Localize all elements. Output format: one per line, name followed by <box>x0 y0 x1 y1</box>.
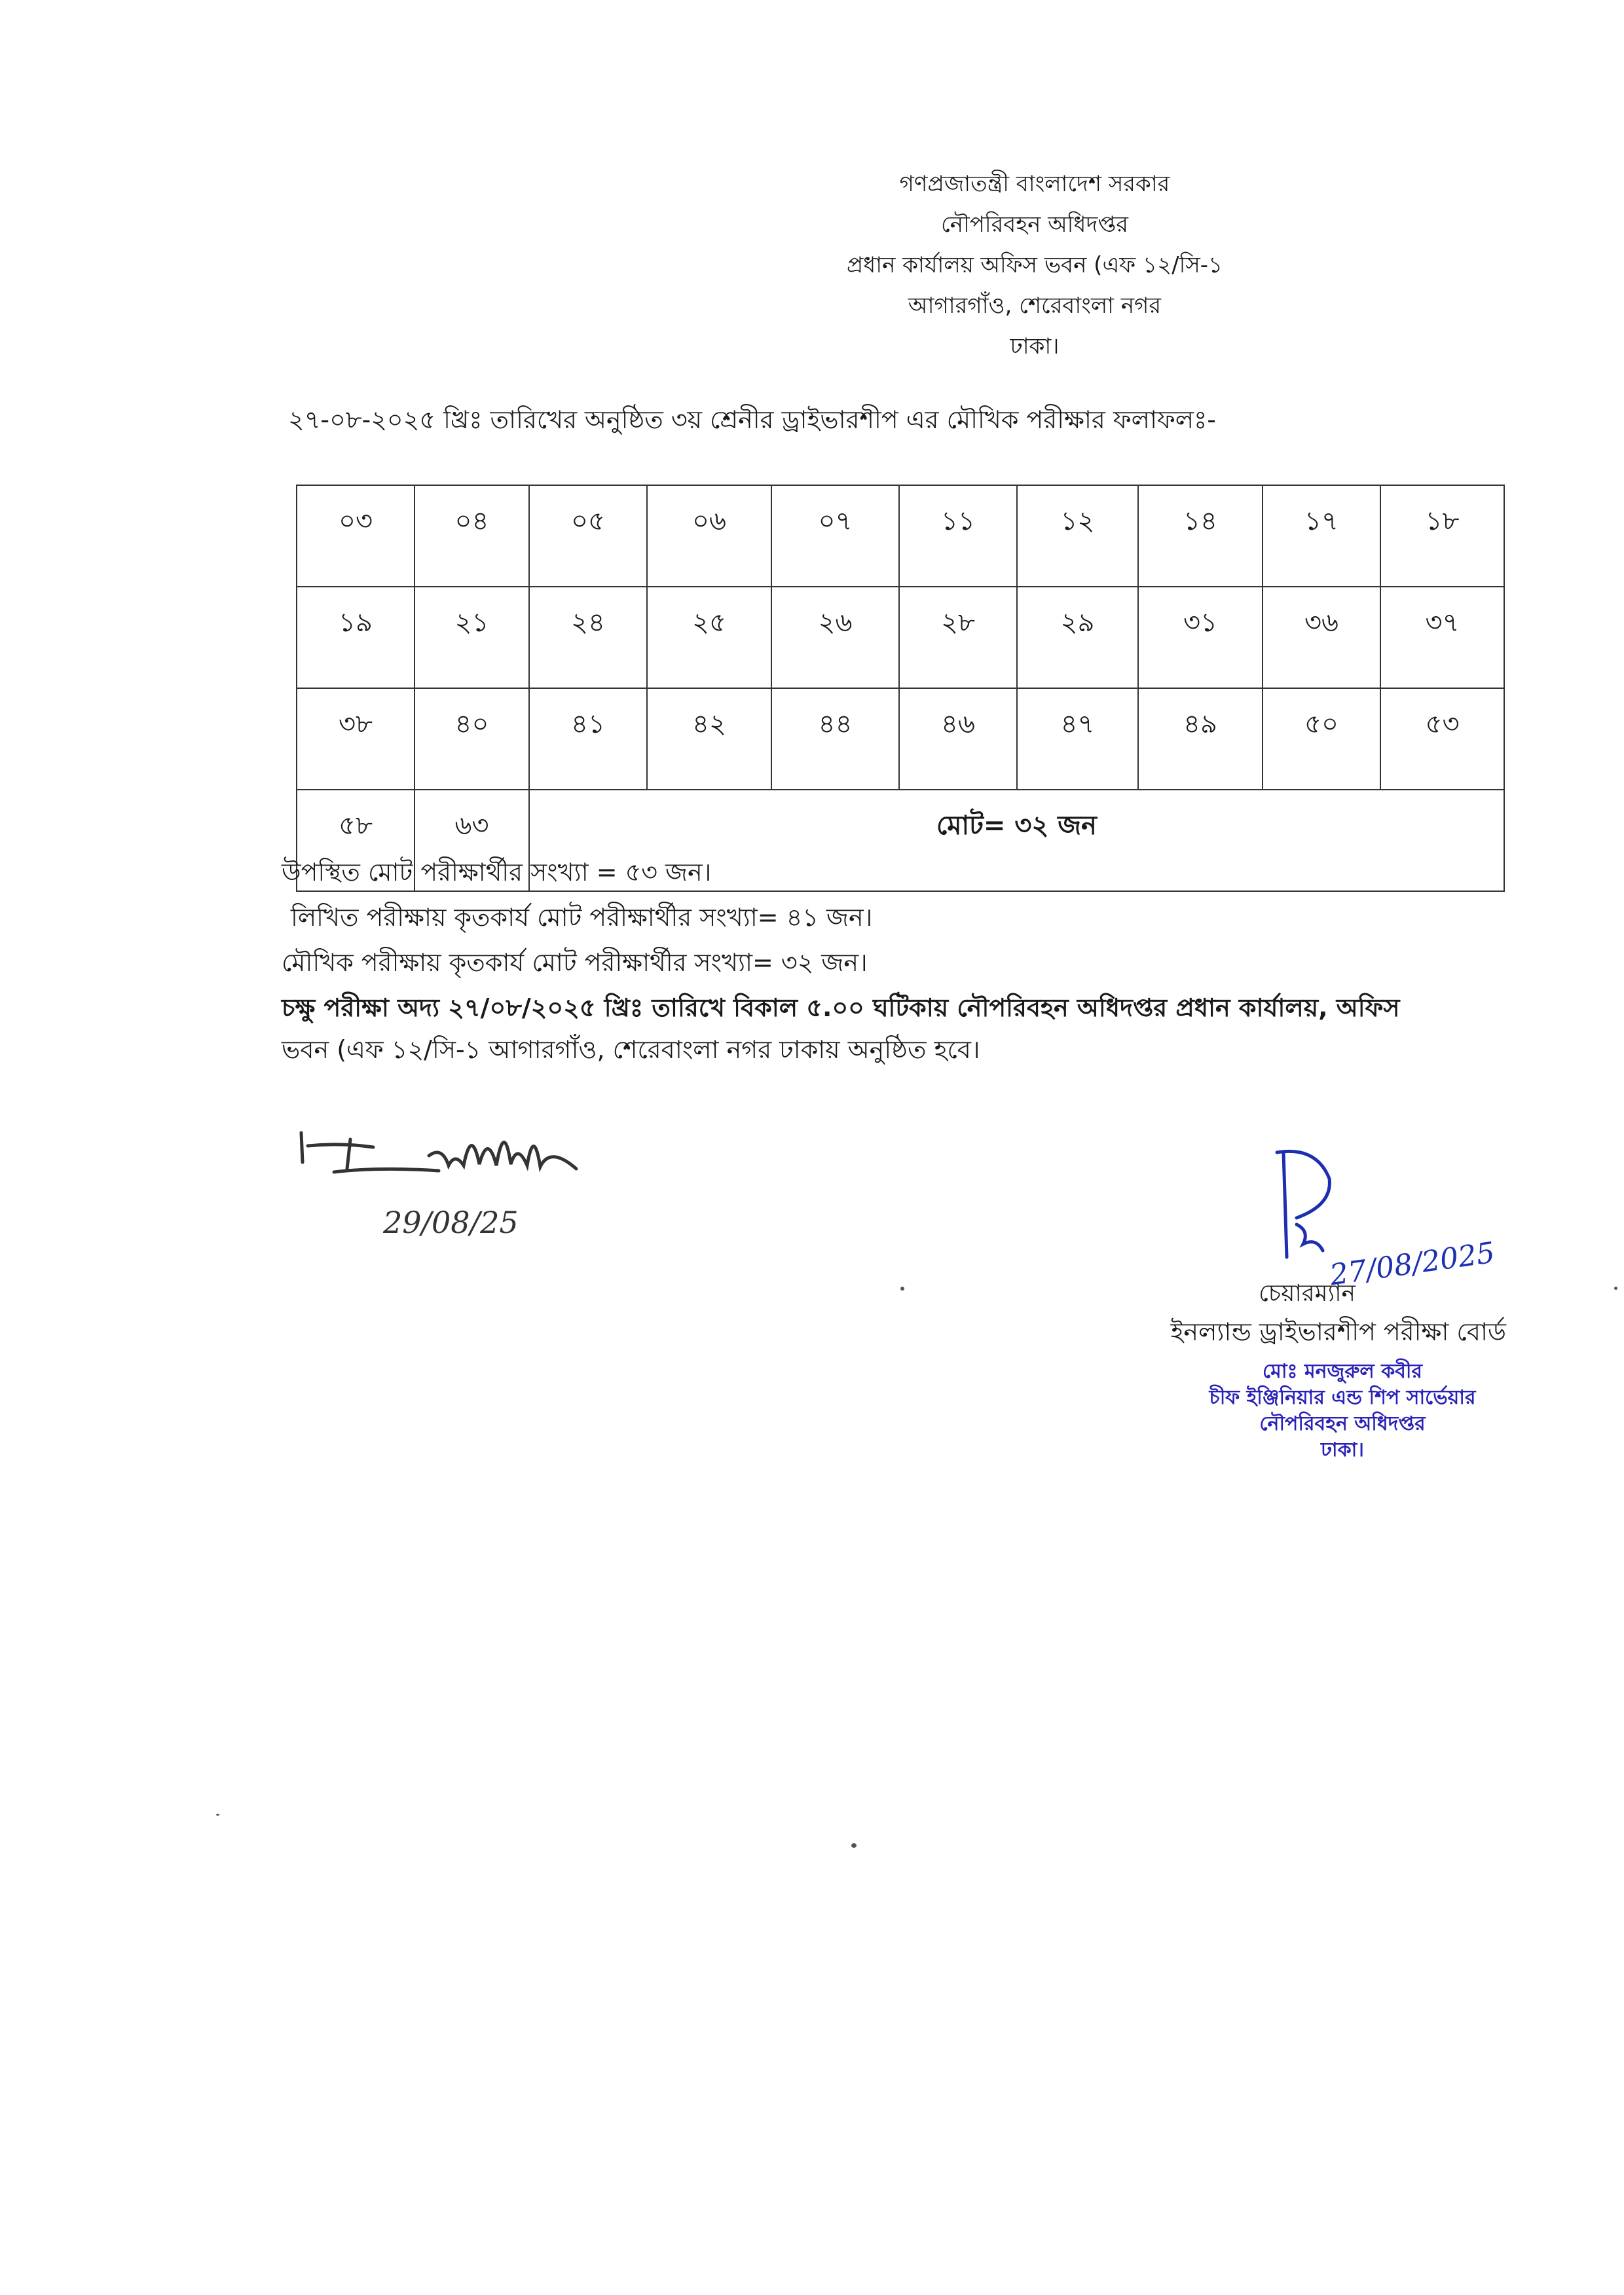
stamp-office: নৌপরিবহন অধিদপ্তর <box>1259 1412 1426 1435</box>
scan-speck <box>1614 1287 1617 1290</box>
roll-cell: ১২ <box>1017 485 1138 587</box>
roll-cell: ৪৭ <box>1017 688 1138 790</box>
roll-cell: ০৫ <box>529 485 647 587</box>
eye-test-notice: চক্ষু পরীক্ষা অদ্য ২৭/০৮/২০২৫ খ্রিঃ তারিখে বিকাল ৫.০০ ঘটিকায় নৌপরিবহন অধিদপ্তর প্রধান কার্যালয়, অফিস <box>282 993 1400 1022</box>
written-pass-line: লিখিত পরীক্ষায় কৃতকার্য মোট পরীক্ষার্থীর সংখ্যা= ৪১ জন। <box>291 903 873 932</box>
scan-speck <box>851 1843 857 1848</box>
result-heading: ২৭-০৮-২০২৫ খ্রিঃ তারিখের অনুষ্ঠিত ৩য় শ্রেনীর ড্রাইভারশীপ এর মৌখিক পরীক্ষার ফলাফলঃ- <box>288 405 1217 434</box>
header-office: প্রধান কার্যালয় অফিস ভবন (এফ ১২/সি-১ <box>846 252 1223 278</box>
roll-cell: ৬৩ <box>415 790 529 891</box>
official-stamp <box>1172 1359 1513 1463</box>
board-name: ইনল্যান্ড ড্রাইভারশীপ পরীক্ষা বোর্ড <box>1170 1317 1506 1346</box>
roll-cell: ৪০ <box>415 688 529 790</box>
right-signature-date: 27/08/2025 <box>1327 1236 1497 1293</box>
roll-cell: ৫৮ <box>297 790 415 891</box>
table-row <box>297 485 1504 587</box>
roll-cell: ৪২ <box>647 688 771 790</box>
roll-cell: ৫০ <box>1263 688 1380 790</box>
roll-cell: ০৬ <box>647 485 771 587</box>
designation-block <box>1171 1276 1506 1351</box>
roll-cell: ২৮ <box>899 587 1017 688</box>
header-city: ঢাকা। <box>1010 333 1060 359</box>
result-summary <box>282 850 1526 1071</box>
table-row <box>297 587 1504 688</box>
present-count-line: উপস্থিত মোট পরীক্ষার্থীর সংখ্যা = ৫৩ জন। <box>282 858 712 887</box>
viva-pass-line: মৌখিক পরীক্ষায় কৃতকার্য মোট পরীক্ষার্থীর সংখ্যা= ৩২ জন। <box>282 948 868 977</box>
roll-cell: ৪৯ <box>1138 688 1263 790</box>
roll-cell: ০৭ <box>771 485 899 587</box>
roll-cell: ২৯ <box>1017 587 1138 688</box>
roll-cell: ১৮ <box>1380 485 1504 587</box>
stamp-city: ঢাকা। <box>1320 1439 1365 1461</box>
roll-cell: ১১ <box>899 485 1017 587</box>
left-signature <box>288 1107 668 1198</box>
stamp-name: মোঃ মনজুরুল কবীর <box>1263 1360 1422 1383</box>
roll-cell: ১৭ <box>1263 485 1380 587</box>
scan-speck <box>900 1287 904 1291</box>
roll-cell: ৪৪ <box>771 688 899 790</box>
roll-cell: ৪৬ <box>899 688 1017 790</box>
roll-cell: ৩৬ <box>1263 587 1380 688</box>
roll-cell: ০৩ <box>297 485 415 587</box>
roll-cell: ২৬ <box>771 587 899 688</box>
header-department: নৌপরিবহন অধিদপ্তর <box>941 211 1128 238</box>
left-signature-date: 29/08/25 <box>383 1205 519 1240</box>
header-location: আগারগাঁও, শেরেবাংলা নগর <box>908 293 1162 319</box>
roll-cell: ১৪ <box>1138 485 1263 587</box>
roll-cell: ১৯ <box>297 587 415 688</box>
header-government: গণপ্রজাতন্ত্রী বাংলাদেশ সরকার <box>899 171 1170 197</box>
roll-cell: ৩১ <box>1138 587 1263 688</box>
table-row <box>297 688 1504 790</box>
office-header <box>642 164 1428 367</box>
roll-cell: ২৪ <box>529 587 647 688</box>
results-table <box>296 485 1505 892</box>
roll-cell: ৪১ <box>529 688 647 790</box>
total-passed-cell: মোট= ৩২ জন <box>529 790 1504 891</box>
roll-cell: ২৫ <box>647 587 771 688</box>
roll-cell: ২১ <box>415 587 529 688</box>
stamp-title: চীফ ইঞ্জিনিয়ার এন্ড শিপ সার্ভেয়ার <box>1209 1386 1476 1409</box>
scan-speck <box>216 1814 219 1816</box>
roll-cell: ৩৭ <box>1380 587 1504 688</box>
roll-cell: ০৪ <box>415 485 529 587</box>
chairman-label: চেয়ারম্যান <box>1259 1280 1356 1307</box>
roll-cell: ৩৮ <box>297 688 415 790</box>
roll-cell: ৫৩ <box>1380 688 1504 790</box>
eye-test-notice-cont: ভবন (এফ ১২/সি-১ আগারগাঁও, শেরেবাংলা নগর ঢাকায় অনুষ্ঠিত হবে। <box>282 1035 980 1064</box>
